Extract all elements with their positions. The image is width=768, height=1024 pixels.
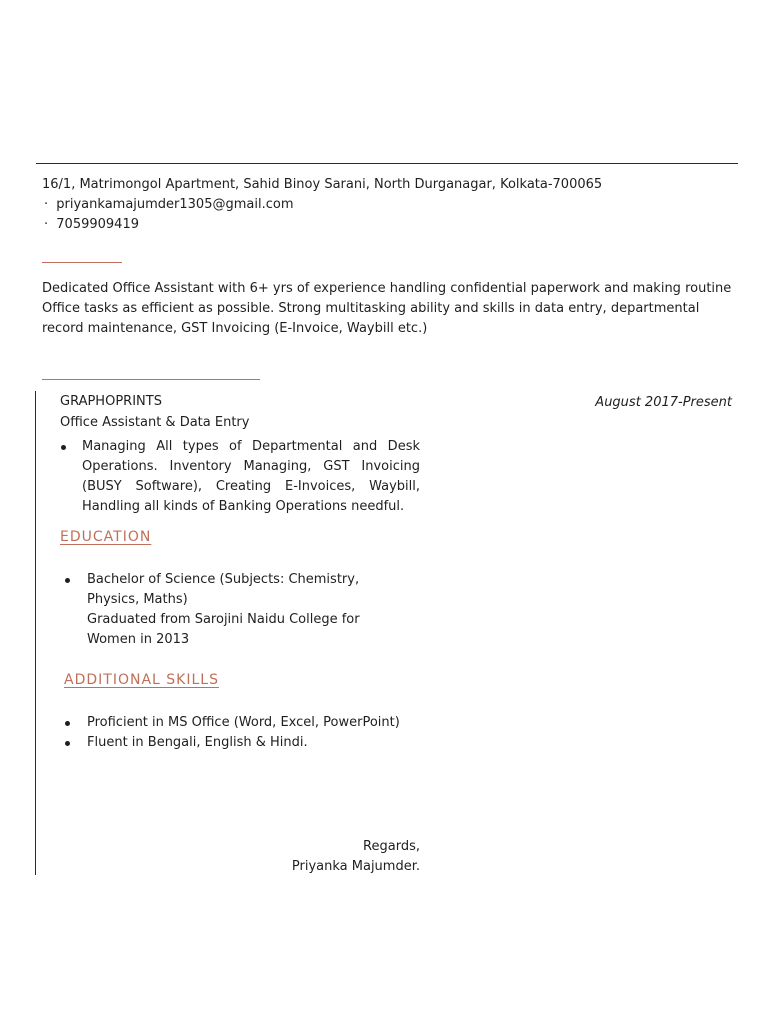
education-detail: Graduated from Sarojini Naidu College for Women in 2013 [87, 612, 360, 647]
closing-name: Priyanka Majumder. [291, 859, 420, 874]
contact-phone: 7059909419 [56, 217, 139, 232]
skill-text: Fluent in Bengali, English & Hindi. [87, 735, 308, 750]
header-divider [36, 163, 738, 164]
closing-regards: Regards, [363, 839, 420, 854]
list-item [60, 733, 460, 753]
bullet-icon [61, 445, 66, 450]
profile-summary: Dedicated Office Assistant with 6+ yrs of experience handling confidential paperwork and making routine Office tasks as efficient as possible. Strong multitasking ability and skills in data entry, departmental record maintenance, GST Invoicing (E-Invoice, Waybill etc.) [42, 281, 732, 336]
list-item [60, 713, 460, 733]
job-role: Office Assistant & Data Entry [60, 415, 250, 430]
list-item [60, 437, 420, 517]
contact-phone-row [44, 215, 139, 235]
experience-bullet-text: Managing All types of Departmental and Desk Operations. Inventory Managing, GST Invoicing (BUSY Software), Creating E-Invoices, Waybill, Handling all kinds of Banking Operations needful. [82, 439, 420, 514]
experience-accent-line [42, 379, 260, 380]
skill-text: Proficient in MS Office (Word, Excel, PowerPoint) [87, 715, 400, 730]
summary-accent-line [42, 262, 122, 263]
skills-heading: ADDITIONAL SKILLS [64, 672, 219, 688]
education-heading: EDUCATION [60, 529, 152, 545]
employment-dates: August 2017-Present [595, 395, 732, 410]
bullet-icon [65, 578, 70, 583]
separator-dot: · [44, 197, 49, 212]
list-item [60, 570, 400, 650]
skills-list [60, 713, 460, 753]
bullet-icon [65, 721, 70, 726]
contact-email-row [44, 195, 293, 215]
section-border [35, 391, 36, 875]
contact-address: 16/1, Matrimongol Apartment, Sahid Binoy Sarani, North Durganagar, Kolkata-700065 [42, 177, 603, 192]
education-list [60, 570, 400, 650]
company-name: GRAPHOPRINTS [60, 394, 162, 409]
contact-email: priyankamajumder1305@gmail.com [56, 197, 294, 212]
bullet-icon [65, 741, 70, 746]
separator-dot: · [44, 217, 49, 232]
education-degree: Bachelor of Science (Subjects: Chemistry, Physics, Maths) [87, 572, 360, 607]
experience-bullets [60, 437, 420, 517]
